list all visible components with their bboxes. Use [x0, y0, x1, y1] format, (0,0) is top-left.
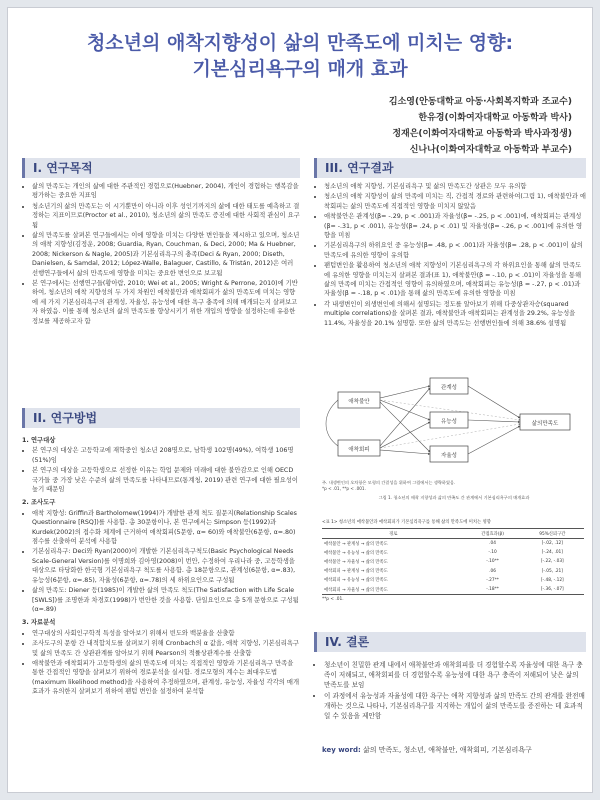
- method-body: [22, 432, 300, 698]
- table-header: 간접효과(β): [465, 529, 521, 539]
- path-arrow: [468, 386, 520, 418]
- table-cell: 애착불안 → 자율성 → 삶의 만족도: [324, 559, 388, 565]
- purpose-bullet: • 삶의 만족도를 살펴본 연구들에서는 이에 영향을 미치는 다양한 변인들을 제시하고 있으며, 청소년의 애착 지향성(김정운, 2008; Guardia, Ryan, Couchman, & Deci, 2000; Ma & Huebner, 2008; Nickerson & Nagle, 2005)과 기본심리욕구의 충족(Deci & Ryan, 2000; Diseth, Danielsen, & Samdal, 2012; López-Walle, Balaguer, Castillo, & Tristán, 2012)은 여러 선행연구들에서 삶의 만족도에 영향을 미치는 중요한 변인으로 보고됨: [32, 231, 300, 278]
- table-cell: 애착회피 → 자율성 → 삶의 만족도: [322, 585, 465, 595]
- svg-text:애착불안: 애착불안: [348, 399, 370, 405]
- poster: [8, 8, 592, 792]
- method-bullet: • 애착 지향성: Griffin과 Bartholomew(1994)가 개발한 관계 척도 질문지(Relationship Scales Questionnaire [RSQ])를 사용함. 총 30문항이나, 본 연구에서는 Simpson 등(1992)과 Kurdek(2002)의 접수화 체계에 근거하여 애착회피(5문항, α= 60)와 애착불안(6문항, α=.80) 점수를 산출하여 분석에 사용함: [32, 509, 300, 547]
- table-cell: .04: [489, 541, 496, 547]
- table-cell: [-.36, -.07]: [521, 585, 584, 595]
- svg-text:유능성: 유능성: [441, 419, 457, 425]
- table-cell: [-.22, -.03]: [540, 559, 564, 565]
- method-bullet: • 조사도구의 문항 간 내적합치도를 살펴보기 위해 Cronbach의 α 값을, 애착 지향성, 기본심리욕구 및 삶의 만족도 간 상관관계를 알아보기 위해 Pearson의 적률상관계수를 산출함: [32, 639, 300, 658]
- purpose-bullet: • 삶의 만족도는 개인의 삶에 대한 주관적인 경험으로(Huebner, 2004), 개인이 경험하는 행복감을 평가하는 중요한 지표임: [32, 182, 300, 201]
- table-cell: [-.05, .21]: [541, 568, 563, 574]
- table-row: [322, 585, 584, 595]
- path-arrow: [468, 426, 520, 454]
- table-caption: <표 1> 청소년의 애착불안과 애착회피가 기본심리욕구를 통해 삶의 만족도에 미치는 영향: [322, 520, 491, 525]
- results-bullet: • 청소년의 애착 지향성, 기본심리욕구 및 삶의 만족도간 상관은 모두 유의함: [324, 182, 586, 191]
- keywords: [322, 745, 592, 755]
- table: [322, 528, 584, 595]
- poster-title: [8, 30, 592, 82]
- correlation-arc: [326, 400, 338, 446]
- indirect-effects-table: [322, 520, 584, 602]
- path-arrow: [380, 402, 430, 452]
- method-subheading: 1. 연구대상: [22, 437, 56, 444]
- table-cell: .06: [489, 568, 496, 574]
- node-competence: [430, 412, 468, 428]
- results-bullet: • 애착불안은 관계성(β= -.29, p < .001)과 자율성(β= -.25, p < .001)에, 애착회피는 관계성(β= -.31, p < .001), 유능성(β= .24, p < .01) 및 자율성(β= -.26, p < .001)에 유의한 영향을 미침: [324, 212, 586, 240]
- table-cell: -.10**: [486, 559, 499, 565]
- table-row: [322, 576, 584, 585]
- title-line-1: 청소년의 애착지향성이 삶의 만족도에 미치는 영향:: [86, 32, 514, 54]
- table-cell: [-.02, .12]: [541, 541, 563, 547]
- results-bullet: • 각 내생변인이 외생변인에 의해서 설명되는 정도를 알아보기 위해 다중상관자승(squared multiple correlations)을 살펴본 결과, 애착불안과 애착회피는 관계성을 29.2%, 유능성을 11.4%, 자율성을 20.1% 설명함. 또한 삶의 만족도는 선행변인들에 의해 38.6% 설명됨: [324, 300, 586, 328]
- node-autonomy: [430, 446, 468, 462]
- svg-text:관계성: 관계성: [441, 385, 457, 391]
- conclusion-bullet: • 청소년이 친밀한 관계 내에서 애착불안과 애착회피를 더 경험할수록 자율성에 대한 욕구 충족이 저해되고, 애착회피를 더 경험할수록 유능성에 대한 욕구 충족이 저해되어 낮은 삶의 만족도를 보임: [324, 660, 586, 690]
- table-cell: -.27**: [486, 577, 499, 583]
- figure-note: 주. 내생변인의 오차항은 모형의 간결성을 위하여 그림에서는 생략하였음.: [322, 480, 456, 485]
- figure-significance-note: *p < .01, **p < .001.: [322, 486, 366, 491]
- title-line-2: 기본심리욕구의 매개 효과: [192, 58, 408, 80]
- table-row: [322, 548, 584, 557]
- results-bullet: • 청소년의 애착 지향성이 삶의 만족에 미치는 직, 간접적 경로와 관련하여(그림 1), 애착불안과 애착회피는 삶의 만족도에 직접적인 영향을 미치지 않았음: [324, 192, 586, 211]
- conclusion-bullet: • 이 과정에서 유능성과 자율성에 대한 욕구는 애착 지향성과 삶의 만족도 간의 관계를 완전매개하는 것으로 나타나, 기본심리욕구를 지지하는 개입이 삶의 만족도를 증진하는 데 효과적일 수 있음을 제안함: [324, 691, 586, 721]
- section-heading-conclusion: IV. 결론: [314, 632, 586, 652]
- node-life-satisfaction: [520, 414, 570, 430]
- svg-text:자율성: 자율성: [441, 453, 457, 459]
- method-bullet: • 연구대상의 사회인구학적 특성을 알아보기 위해서 빈도와 백분율을 산출함: [32, 629, 300, 638]
- table-header: 95%신뢰구간: [521, 529, 584, 539]
- section-heading-purpose: I. 연구목적: [22, 158, 300, 178]
- results-bullet: • 기본심리욕구의 하위요인 중 유능성(β= .48, p < .001)과 자율성(β= .28, p < .001)이 삶의 만족도에 유의한 영향이 유의함: [324, 241, 586, 260]
- table-header: 경로: [322, 529, 465, 539]
- purpose-bullet: • 본 연구에서는 선행연구들(황아람, 2010; Wei et al., 2005; Wright & Perrone, 2010)에 기반하여, 청소년의 애착 지향성의 두 가지 차원인 애착불안과 애착회피가 삶의 만족도에 미치는 영향에 세 가지 기본심리욕구의 관계성, 자율성, 유능성에 대한 욕구 충족에 의해 매개되는지 살펴보고자 하였음. 이를 통해 청소년의 삶의 만족도를 향상시키기 위한 개입의 방향을 설정하는데 유용한 정보를 제공하고자 함: [32, 279, 300, 326]
- table-cell: 애착불안 → 유능성 → 삶의 만족도: [324, 550, 388, 556]
- author-list: [389, 94, 572, 158]
- keyword-label: key word:: [322, 746, 361, 754]
- path-arrow: [380, 386, 430, 398]
- table-cell: [-.48, -.12]: [540, 577, 564, 583]
- conclusion-body: [314, 660, 586, 722]
- method-bullet: • 본 연구의 대상을 고등학생으로 선정한 이유는 학업 문제와 미래에 대한 불안감으로 인해 OECD 국가들 중 가장 낮은 수준의 삶의 만족도를 나타내므로(통계청, 2019) 관련 연구에 대한 필요성이 높기 때문임: [32, 466, 300, 494]
- path-arrow: [380, 450, 430, 454]
- svg-text:애착회피: 애착회피: [348, 447, 370, 453]
- figure-title: 그림 1. 청소년의 애착 지향성과 삶의 만족도 간 관계에서 기본심리욕구의 매개효과: [378, 495, 530, 500]
- table-row: [322, 567, 584, 576]
- method-bullet: • 애착불안과 애착회피가 고등학생의 삶의 만족도에 미치는 직접적인 영향과 기본심리욕구 만족을 통한 간접적인 영향을 살펴보기 위하여 경로분석을 실시함. 경로모형의 계수는 최대우도법(maximum likelihood method)을 사용하여 추정하였으며, 관계성, 유능성, 자율성 각각의 매개 효과가 유의한지 살펴보기 위하여 팬텀 변인을 설정하여 분석함: [32, 659, 300, 697]
- svg-text:삶의만족도: 삶의만족도: [531, 421, 559, 427]
- author: 신나나(이화여자대학교 아동학과 부교수): [409, 145, 572, 155]
- method-bullet: • 본 연구의 대상은 고등학교에 재학중인 청소년 208명으로, 남학생 102명(49%), 여학생 106명(51%)임: [32, 446, 300, 465]
- results-body: [314, 182, 586, 329]
- table-cell: 애착불안 → 관계성 → 삶의 만족도: [324, 541, 388, 547]
- purpose-body: [22, 182, 300, 327]
- path-arrow: [468, 420, 520, 422]
- keyword-text: 삶의 만족도, 청소년, 애착불안, 애착회피, 기본심리욕구: [363, 746, 532, 754]
- results-bullet: • 팬텀변인을 활용하여 청소년의 애착 지향성이 기본심리욕구의 각 하위요인을 통해 삶의 만족도에 유의한 영향을 미치는지 살펴본 결과(표 1), 애착불안(β = -.10, p < .01)이 자율성을 통해 삶의 만족에 미치는 간접적인 영향이 유의하였으며, 애착회피는 유능성(β = -.27, p < .01)과 자율성(β = -.18, p < .01)을 통해 삶의 만족도에 유의한 영향을 미침: [324, 261, 586, 299]
- figure-caption: [322, 480, 586, 501]
- purpose-bullet: • 청소년기의 삶의 만족도는 이 시기뿐만이 아니라 이후 성인기까지의 삶에 대한 태도를 예측하고 결정하는 지표이므로(Proctor et al., 2010), 청소년의 삶의 만족도 증진에 대한 사회적 관심이 요구됨: [32, 202, 300, 230]
- method-subheading: 2. 조사도구: [22, 499, 56, 507]
- table-note: **p < .01.: [322, 597, 344, 603]
- method-subheading: 3. 자료분석: [22, 619, 56, 627]
- table-cell: 애착회피 → 관계성 → 삶의 만족도: [324, 569, 388, 575]
- table-row: [322, 539, 584, 549]
- table-cell: -.10: [488, 550, 497, 556]
- path-diagram-figure: [318, 360, 590, 480]
- section-heading-results: III. 연구결과: [314, 158, 586, 178]
- table-row: [322, 557, 584, 566]
- method-bullet: • 기본심리욕구: Deci와 Ryan(2000)이 개발한 기본심리욕구척도(Basic Psychological Needs Scale-General Version)를 이명희와 김아영(2008)이 번안, 수정하여 우리나라 중, 고등학생을 대상으로 타당화한 한국형 기본심리욕구 척도를 사용함. 총 18문항으로, 관계성(6문항, α=.83), 유능성(6문항, α=.85), 자율성(6문항, α=.78)의 세 하위요인으로 구성됨: [32, 547, 300, 585]
- node-relatedness: [430, 378, 468, 394]
- table-cell: 애착회피 → 유능성 → 삶의 만족도: [324, 578, 388, 584]
- table-cell: [-.24, .01]: [541, 550, 563, 556]
- author: 김소영(안동대학교 아동·사회복지학과 조교수): [388, 97, 572, 107]
- author: 정재은(이화여자대학교 아동학과 박사과정생): [392, 129, 572, 139]
- table-cell: -.18**: [465, 585, 521, 595]
- author: 한유경(이화여자대학교 아동학과 박사): [418, 113, 572, 123]
- method-bullet: • 삶의 만족도: Diener 등(1985)이 개발한 삶의 만족도 척도(The Satisfaction with Life Scale [SWLS])를 조명한과 차경호(1998)가 번안한 것을 사용함. 단일요인으로 총 5개 문항으로 구성됨(α=.89): [32, 586, 300, 614]
- section-heading-method: II. 연구방법: [22, 408, 300, 428]
- node-anxiety: [338, 392, 380, 408]
- node-avoidance: [338, 440, 380, 456]
